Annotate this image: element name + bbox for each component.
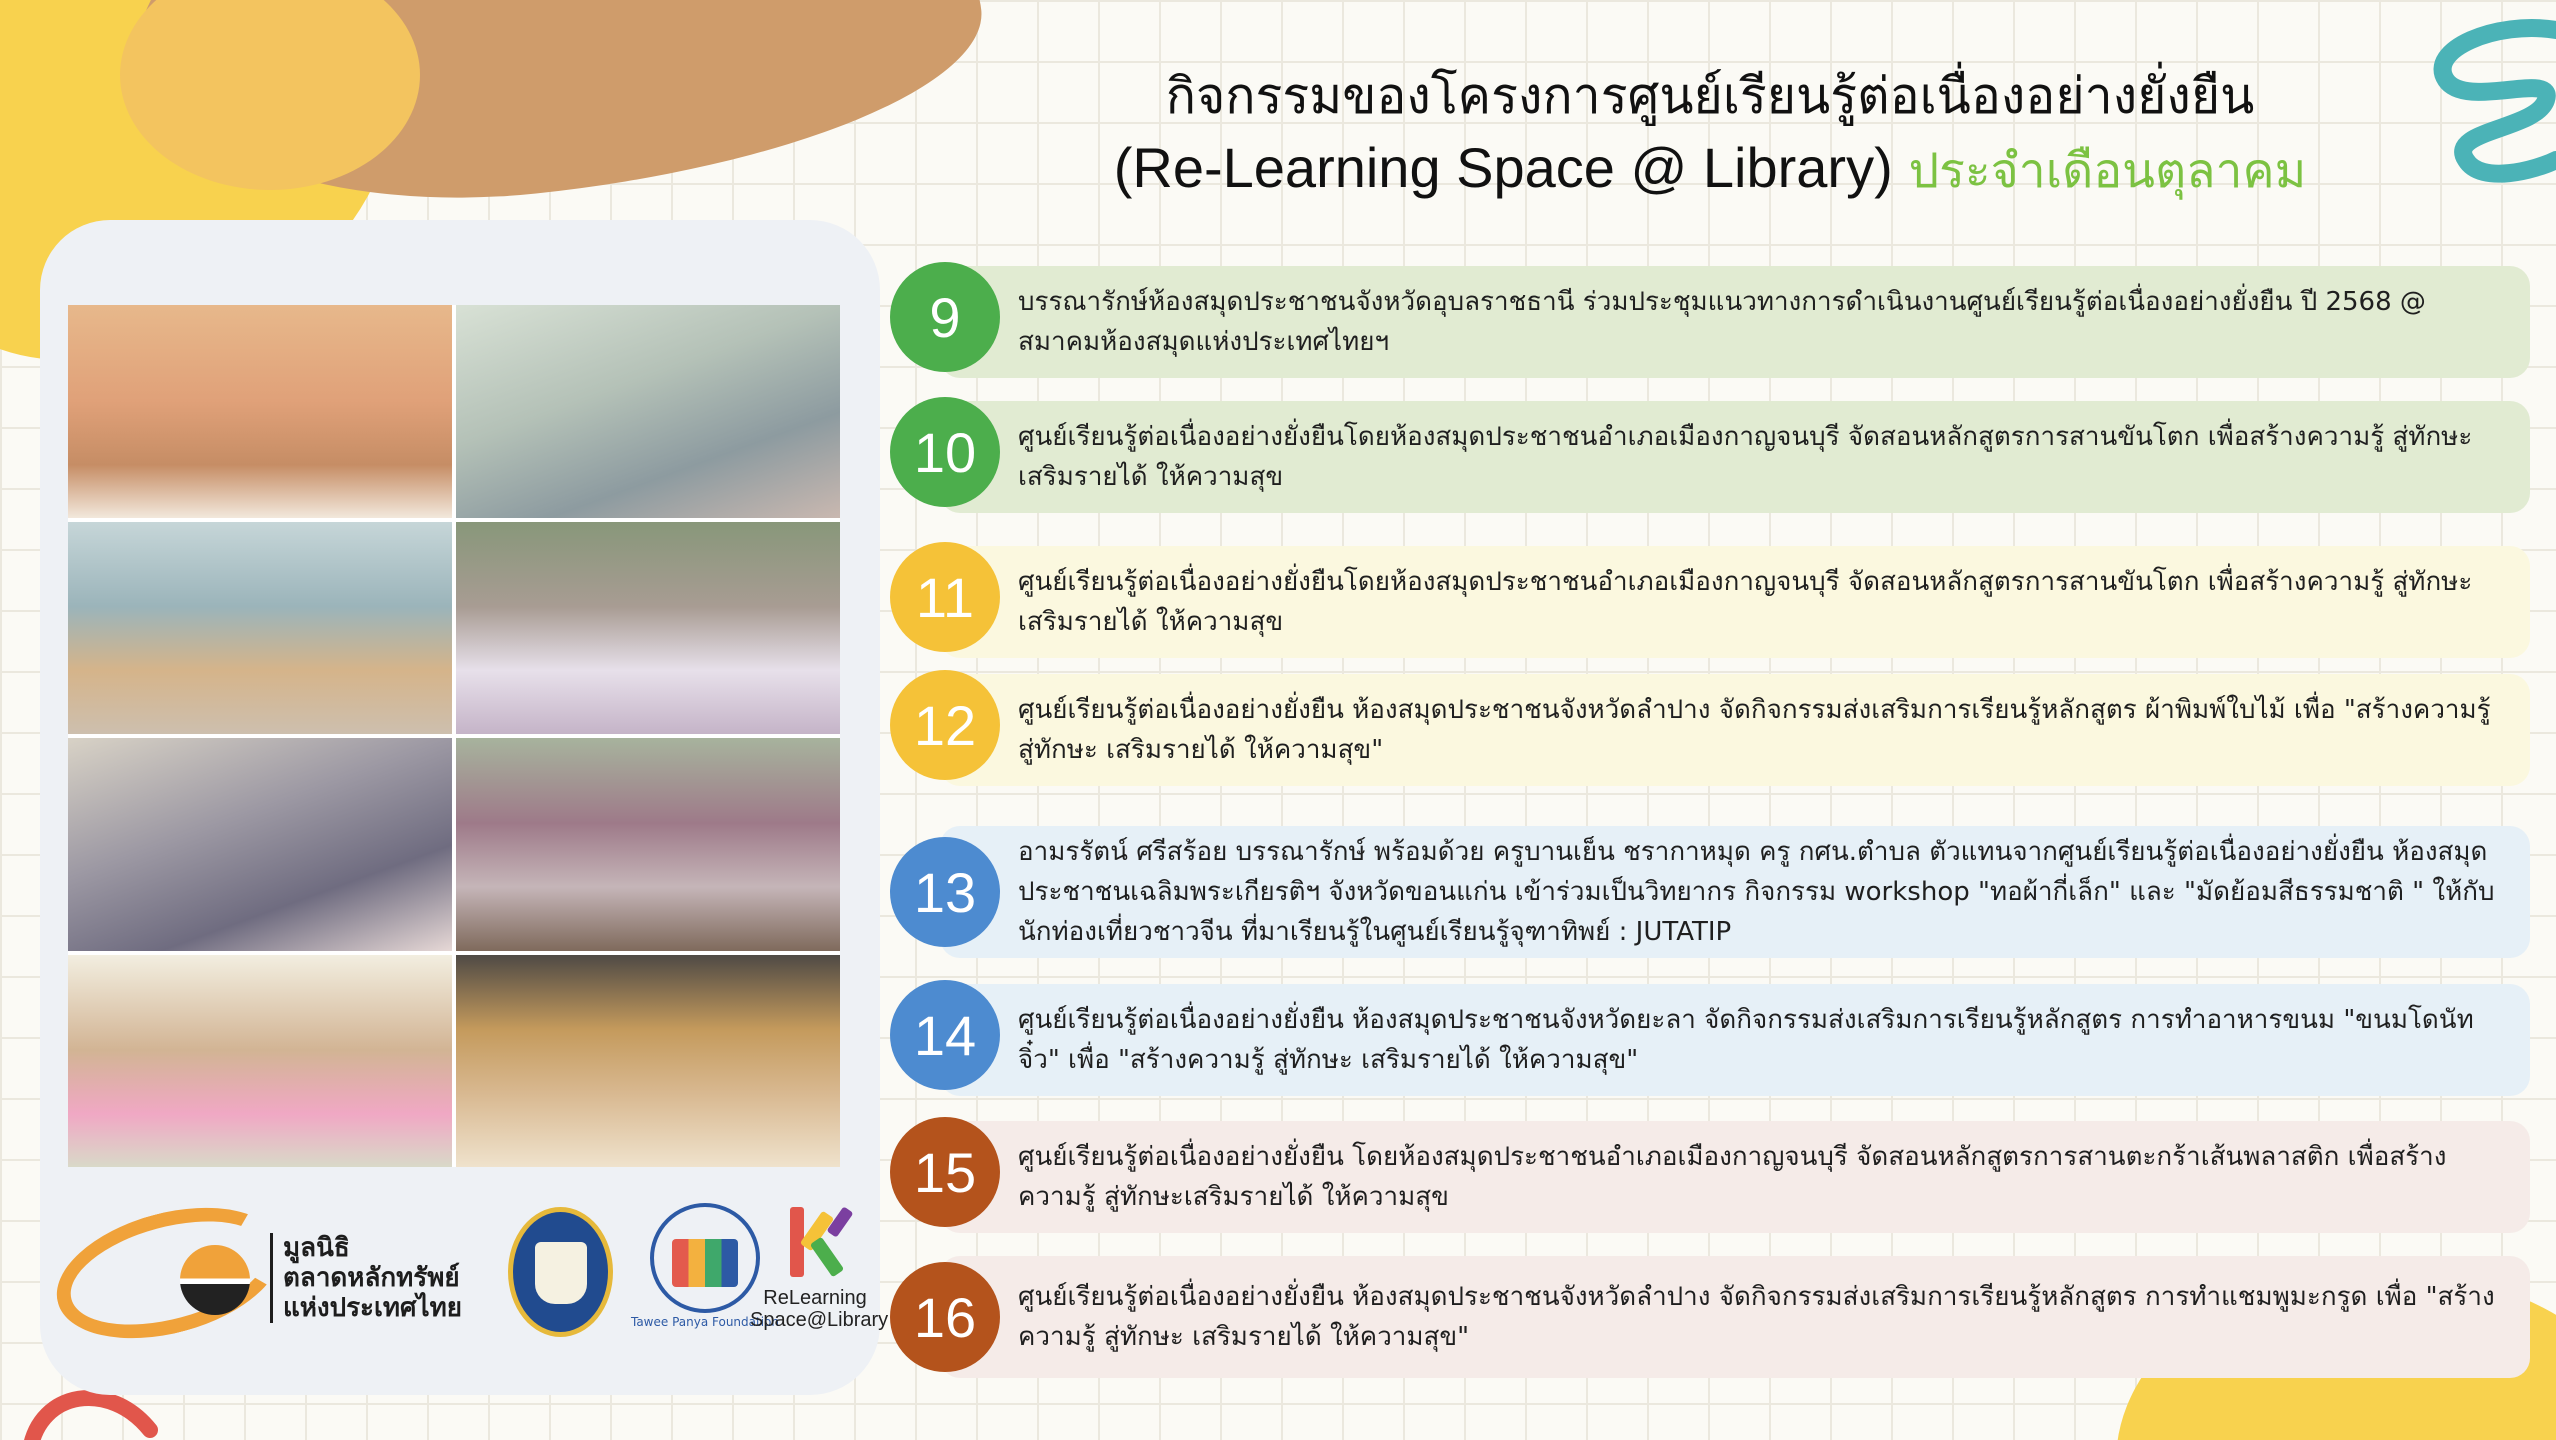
set-name-line3: แห่งประเทศไทย (283, 1293, 463, 1323)
item-text: ศูนย์เรียนรู้ต่อเนื่องอย่างยั่งยืนโดยห้องสมุดประชาชนอำเภอเมืองกาญจนบุรี จัดสอนหลักสูตรการสานขันโตก เพื่อสร้างความรู้ สู่ทักษะเสริมรายได้ ให้ความสุข (1018, 567, 2473, 637)
item-number-badge: 13 (890, 837, 1000, 947)
item-number-badge: 12 (890, 670, 1000, 780)
item-number-badge: 11 (890, 542, 1000, 652)
partner-logos (50, 1195, 889, 1355)
set-logo-ring (42, 1185, 295, 1360)
activity-item-16 (890, 1252, 2530, 1382)
activity-item-14 (890, 980, 2530, 1100)
relearning-logo (750, 1195, 889, 1350)
activity-item-13 (890, 822, 2530, 962)
tawee-book-icon (672, 1239, 738, 1287)
item-text: ศูนย์เรียนรู้ต่อเนื่องอย่างยั่งยืนโดยห้องสมุดประชาชนอำเภอเมืองกาญจนบุรี จัดสอนหลักสูตรการสานขันโตก เพื่อสร้างความรู้ สู่ทักษะเสริมรายได้ ให้ความสุข (1018, 422, 2473, 492)
item-text: ศูนย์เรียนรู้ต่อเนื่องอย่างยั่งยืน ห้องสมุดประชาชนจังหวัดลำปาง จัดกิจกรรมส่งเสริมการเรียนรู้หลักสูตร ผ้าพิมพ์ใบไม้ เพื่อ "สร้างความรู้ สู่ทักษะ เสริมรายได้ ให้ความสุข" (1018, 695, 2491, 765)
tawee-label: Tawee Panya Foundation (630, 1315, 779, 1329)
activity-photo-6 (456, 738, 840, 951)
activity-photo-2 (456, 305, 840, 518)
relearning-line1: ReLearning (763, 1287, 867, 1309)
page-title (1000, 60, 2420, 207)
set-name-line2: ตลาดหลักทรัพย์ (283, 1263, 460, 1293)
set-foundation-logo (50, 1205, 480, 1335)
item-text: ศูนย์เรียนรู้ต่อเนื่องอย่างยั่งยืน ห้องสมุดประชาชนจังหวัดยะลา จัดกิจกรรมส่งเสริมการเรียนรู้หลักสูตร การทำอาหารขนม "ขนมโดนัทจิ๋ว" เพื่อ "สร้างความรู้ สู่ทักษะ เสริมรายได้ ให้ความสุข" (1018, 1005, 2474, 1075)
photo-collage (68, 305, 840, 1167)
item-number-badge: 15 (890, 1117, 1000, 1227)
item-text: ศูนย์เรียนรู้ต่อเนื่องอย่างยั่งยืน ห้องสมุดประชาชนจังหวัดลำปาง จัดกิจกรรมส่งเสริมการเรียนรู้หลักสูตร การทำแชมพูมะกรูด เพื่อ "สร้างความรู้ สู่ทักษะ เสริมรายได้ ให้ความสุข" (1018, 1282, 2495, 1352)
activity-photo-5 (68, 738, 452, 951)
seal-book-icon (535, 1242, 587, 1304)
activity-item-12 (890, 670, 2530, 790)
activity-item-15 (890, 1117, 2530, 1237)
item-number-badge: 9 (890, 262, 1000, 372)
title-month: ประจำเดือนตุลาคม (1908, 143, 2307, 199)
activity-item-9 (890, 262, 2530, 382)
title-line2: (Re-Learning Space @ Library) (1113, 136, 1893, 199)
relearning-bars-icon (790, 1207, 850, 1277)
set-foundation-name (270, 1233, 462, 1323)
item-text: อามรรัตน์ ศรีสร้อย บรรณารักษ์ พร้อมด้วย ครูบานเย็น ชรากาหมุด ครู กศน.ตำบล ตัวแทนจากศูนย์เรียนรู้ต่อเนื่องอย่างยั่งยืน ห้องสมุดประชาชนเฉลิมพระเกียรติฯ จังหวัดขอนแก่น เข้าร่วมเป็นวิทยากร กิจกรรม workshop "ทอผ้ากี่เล็ก" และ "มัดย้อมสีธรรมชาติ " ให้กับนักท่องเที่ยวชาวจีน ที่มาเรียนรู้ในศูนย์เรียนรู้จุฑาทิพย์ : JUTATIP (1018, 837, 2495, 947)
activity-photo-3 (68, 522, 452, 735)
library-seal-logo (508, 1207, 613, 1337)
activity-item-10 (890, 397, 2530, 517)
set-logo-sun-icon (180, 1245, 250, 1315)
activity-photo-8 (456, 955, 840, 1168)
item-number-badge: 10 (890, 397, 1000, 507)
activity-item-11 (890, 542, 2530, 662)
item-text: ศูนย์เรียนรู้ต่อเนื่องอย่างยั่งยืน โดยห้องสมุดประชาชนอำเภอเมืองกาญจนบุรี จัดสอนหลักสูตรการสานตะกร้าเส้นพลาสติก เพื่อสร้างความรู้ สู่ทักษะเสริมรายได้ ให้ความสุข (1018, 1142, 2447, 1212)
item-text: บรรณารักษ์ห้องสมุดประชาชนจังหวัดอุบลราชธานี ร่วมประชุมแนวทางการดำเนินงานศูนย์เรียนรู้ต่อเนื่องอย่างยั่งยืน ปี 2568 @ สมาคมห้องสมุดแห่งประเทศไทยฯ (1018, 287, 2426, 357)
set-name-line1: มูลนิธิ (283, 1233, 350, 1263)
activity-photo-7 (68, 955, 452, 1168)
item-number-badge: 14 (890, 980, 1000, 1090)
activity-photo-1 (68, 305, 452, 518)
title-line1: กิจกรรมของโครงการศูนย์เรียนรู้ต่อเนื่องอย่างยั่งยืน (1165, 67, 2255, 125)
relearning-text (750, 1287, 889, 1331)
item-number-badge: 16 (890, 1262, 1000, 1372)
relearning-line2: Space@Library (750, 1309, 889, 1331)
activity-photo-4 (456, 522, 840, 735)
